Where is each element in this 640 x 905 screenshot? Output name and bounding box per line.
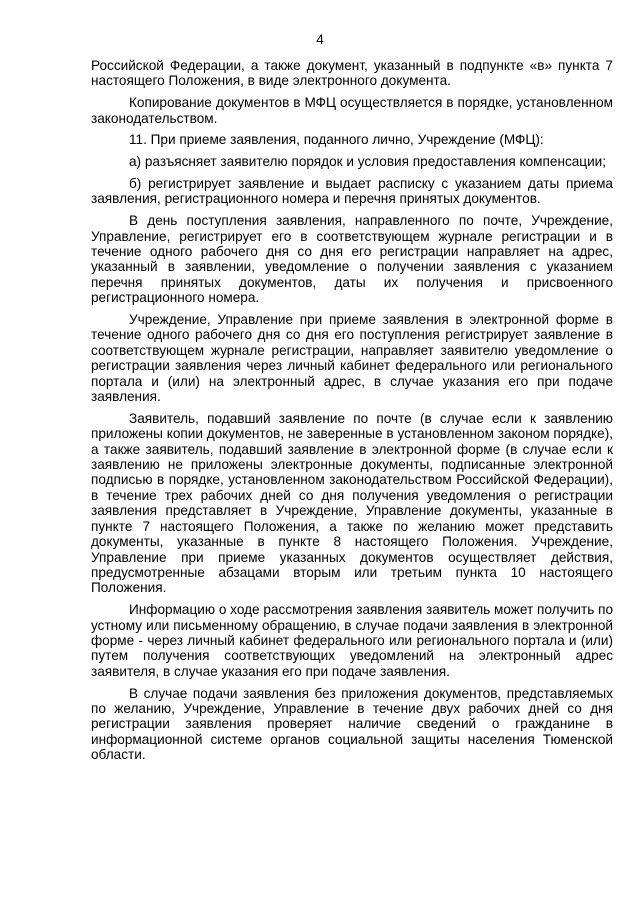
paragraph-mfc-copying: Копирование документов в МФЦ осуществляется в порядке, установленном законодательством. xyxy=(91,95,613,126)
page-number: 4 xyxy=(316,32,324,47)
paragraph-subitem-a: а) разъясняет заявителю порядок и условия предоставления компенсации; xyxy=(129,154,607,170)
paragraph-continuation: Российской Федерации, а также документ, указанный в подпункте «в» пункта 7 настоящего Положения, в виде электронного документа. xyxy=(91,58,613,89)
paragraph-electronic-application: Учреждение, Управление при приеме заявления в электронной форме в течение одного рабочего дня со дня его поступления регистрирует заявление в соответствующем журнале регистрации, направляет заявителю уведомление о регистрации заявления через личный кабинет федерального или регионального портала и (или) на электронный адрес, в случае указания его при подаче заявления. xyxy=(91,312,613,405)
paragraph-item-11: 11. При приеме заявления, поданного лично, Учреждение (МФЦ): xyxy=(129,132,544,148)
paragraph-subitem-b: б) регистрирует заявление и выдает расписку с указанием даты приема заявления, регистрационного номера и перечня принятых документов. xyxy=(91,176,613,207)
paragraph-postal-application: В день поступления заявления, направленного по почте, Учреждение, Управление, регистрирует его в соответствующем журнале регистрации и в течение одного рабочего дня со дня его регистрации направляет на адрес, указанный в заявлении, уведомление о получении заявления с указанием перечня принятых документов, даты их получения и присвоенного регистрационного номера. xyxy=(91,213,613,306)
paragraph-without-documents: В случае подачи заявления без приложения документов, представляемых по желанию, Учреждение, Управление в течение двух рабочих дней со дня регистрации заявления проверяет наличие сведений о гражданине в информационной системе органов социальной защиты населения Тюменской области. xyxy=(91,685,613,763)
paragraph-status-information: Информацию о ходе рассмотрения заявления заявитель может получить по устному или письменному обращению, в случае подачи заявления в электронной форме - через личный кабинет федерального или регионального портала и (или) путем получения соответствующих уведомлений на электронный адрес заявителя, в случае указания его при подаче заявления. xyxy=(91,602,613,679)
document-body xyxy=(91,58,613,769)
paragraph-documents-submission: Заявитель, подавший заявление по почте (в случае если к заявлению приложены копии документов, не заверенные в установленном законом порядке), а также заявитель, подавший заявление в электронной форме (в случае если к заявлению не приложены электронные документы, подписанные электронной подписью в порядке, установленном законодательством Российской Федерации), в течение трех рабочих дней со дня получения уведомления о регистрации заявления представляет в Учреждение, Управление документы, указанные в пункте 7 настоящего Положения, а также по желанию может представить документы, указанные в пункте 8 настоящего Положения. Учреждение, Управление при приеме указанных документов осуществляет действия, предусмотренные абзацами вторым или третьим пункта 10 настоящего Положения. xyxy=(91,410,613,596)
